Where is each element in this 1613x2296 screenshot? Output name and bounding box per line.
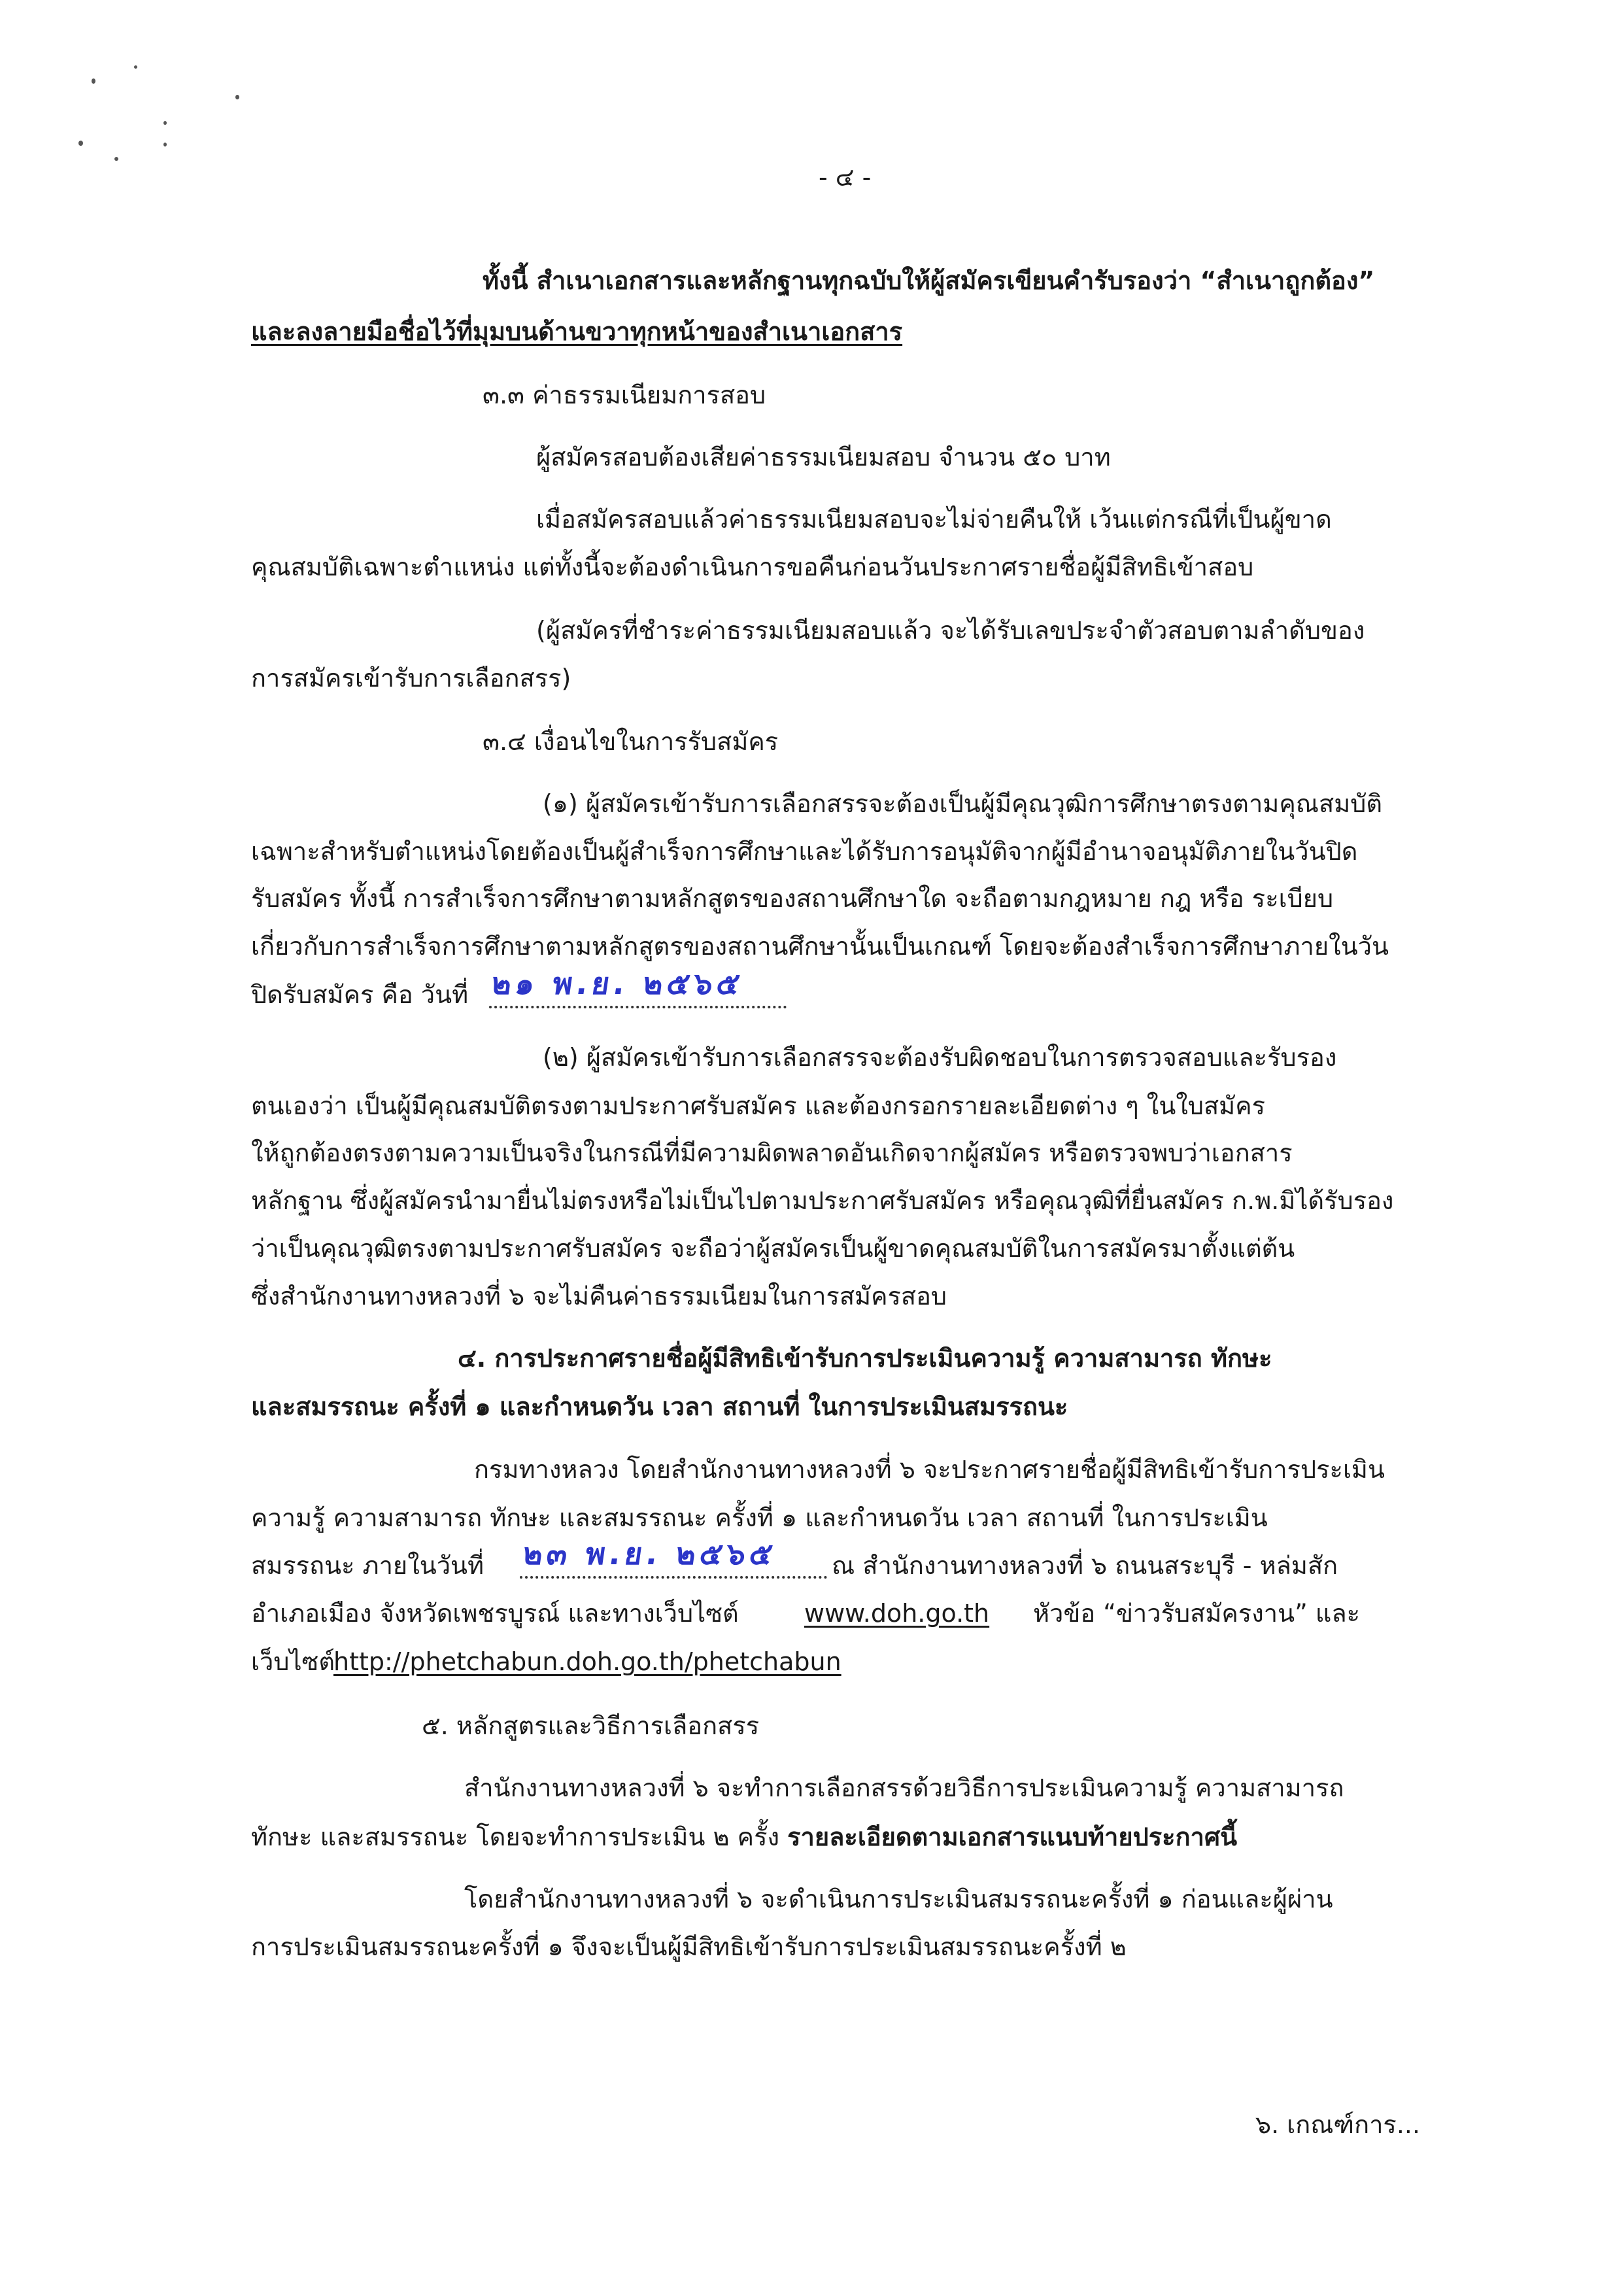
scan-speck [134,65,137,69]
selection-line-2 [251,1825,1237,1849]
scan-speck [92,78,95,84]
condition-2-line-1: (๒) ผู้สมัครเข้ารับการเลือกสรรจะต้องรับผิดชอบในการตรวจสอบและรับรอง [543,1043,1337,1072]
condition-1-line-2: เฉพาะสำหรับตำแหน่งโดยต้องเป็นผู้สำเร็จการศึกษาและได้รับการอนุมัติจากผู้มีอำนาจอนุมัติภายในวันปิด [251,837,1358,866]
announcement-line-4-pre: อำเภอเมือง จังหวัดเพชรบูรณ์ และทางเว็บไซต์ [251,1599,739,1628]
fee-line-4: (ผู้สมัครที่ชำระค่าธรรมเนียมสอบแล้ว จะได้รับเลขประจำตัวสอบตามลำดับของ [536,616,1365,645]
announcement-line-1: กรมทางหลวง โดยสำนักงานทางหลวงที่ ๖ จะประกาศรายชื่อผู้มีสิทธิเข้ารับการประเมิน [474,1455,1385,1484]
scan-speck [114,157,118,161]
condition-2-line-2: ตนเองว่า เป็นผู้มีคุณสมบัติตรงตามประกาศรับสมัคร และต้องกรอกรายละเอียดต่าง ๆ ในใบสมัคร [251,1091,1266,1120]
condition-1-line-3: รับสมัคร ทั้งนี้ การสำเร็จการศึกษาตามหลักสูตรของสถานศึกษาใด จะถือตามกฎหมาย กฎ หรือ ระเบียบ [251,884,1334,913]
scan-speck [78,141,83,146]
fee-line-1: ผู้สมัครสอบต้องเสียค่าธรรมเนียมสอบ จำนวน ๕๐ บาท [536,443,1111,471]
doh-website-link[interactable]: www.doh.go.th [804,1599,990,1628]
competency-line-2: การประเมินสมรรถนะครั้งที่ ๑ จึงจะเป็นผู้มีสิทธิเข้ารับการประเมินสมรรถนะครั้งที่ ๒ [251,1932,1127,1961]
competency-line-1: โดยสำนักงานทางหลวงที่ ๖ จะดำเนินการประเมินสมรรถนะครั้งที่ ๑ ก่อนและผู้ผ่าน [464,1885,1333,1913]
selection-line-2-text: ทักษะ และสมรรถนะ โดยจะทำการประเมิน ๒ ครั้ง [251,1823,788,1851]
section-4-heading-line-1: ๔. การประกาศรายชื่อผู้มีสิทธิเข้ารับการประเมินความรู้ ความสามารถ ทักษะ [458,1344,1272,1373]
announcement-line-3-post: ณ สำนักงานทางหลวงที่ ๖ ถนนสระบุรี - หล่มสัก [832,1551,1338,1580]
fee-line-3: คุณสมบัติเฉพาะตำแหน่ง แต่ทั้งนี้จะต้องดำเนินการขอคืนก่อนวันประกาศรายชื่อผู้มีสิทธิเข้าสอบ [251,553,1254,581]
condition-2-line-3: ให้ถูกต้องตรงตามความเป็นจริงในกรณีที่มีความผิดพลาดอันเกิดจากผู้สมัคร หรือตรวจพบว่าเอกสาร [251,1139,1293,1167]
condition-1-line-4: เกี่ยวกับการสำเร็จการศึกษาตามหลักสูตรของสถานศึกษานั้นเป็นเกณฑ์ โดยจะต้องสำเร็จการศึกษาภายในวัน [251,932,1389,961]
copy-certification-line-2: และลงลายมือชื่อไว้ที่มุมบนด้านขวาทุกหน้าของสำเนาเอกสาร [251,317,903,346]
copy-certification-line-1: ทั้งนี้ สำเนาเอกสารและหลักฐานทุกฉบับให้ผู้สมัครเขียนคำรับรองว่า “สำเนาถูกต้อง” [483,266,1375,295]
section-5-heading: ๕. หลักสูตรและวิธีการเลือกสรร [422,1711,760,1740]
section-4-heading-line-2: และสมรรถนะ ครั้งที่ ๑ และกำหนดวัน เวลา สถานที่ ในการประเมินสมรรถนะ [251,1392,1068,1421]
handwritten-date-announce: ๒๓ พ.ย. ๒๕๖๕ [520,1536,779,1571]
condition-2-line-5: ว่าเป็นคุณวุฒิตรงตามประกาศรับสมัคร จะถือว่าผู้สมัครเป็นผู้ขาดคุณสมบัติในการสมัครมาตั้งแต่ต้น [251,1234,1295,1263]
condition-2-line-6: ซึ่งสำนักงานทางหลวงที่ ๖ จะไม่คืนค่าธรรมเนียมในการสมัครสอบ [251,1282,947,1311]
announcement-line-5-pre: เว็บไซต์ [251,1647,335,1676]
fee-line-5: การสมัครเข้ารับการเลือกสรร) [251,664,571,693]
next-page-continuation: ๖. เกณฑ์การ... [1255,2110,1421,2139]
attachment-reference: รายละเอียดตามเอกสารแนบท้ายประกาศนี้ [787,1823,1238,1851]
section-3-4-heading: ๓.๔ เงื่อนไขในการรับสมัคร [483,727,779,756]
scan-speck [163,143,167,146]
announcement-line-2: ความรู้ ความสามารถ ทักษะ และสมรรถนะ ครั้งที่ ๑ และกำหนดวัน เวลา สถานที่ ในการประเมิน [251,1503,1268,1532]
page-number: - ๔ - [819,163,872,192]
phetchabun-website-link[interactable]: http://phetchabun.doh.go.th/phetchabun [333,1647,841,1676]
selection-line-1: สำนักงานทางหลวงที่ ๖ จะทำการเลือกสรรด้วยวิธีการประเมินความรู้ ความสามารถ [464,1773,1344,1802]
fee-line-2: เมื่อสมัครสอบแล้วค่าธรรมเนียมสอบจะไม่จ่ายคืนให้ เว้นแต่กรณีที่เป็นผู้ขาด [536,505,1332,534]
section-3-3-heading: ๓.๓ ค่าธรรมเนียมการสอบ [483,381,766,409]
scan-speck [235,95,239,99]
announcement-line-4-post: หัวข้อ “ข่าวรับสมัครงาน” และ [1033,1599,1361,1628]
announcement-line-3-pre: สมรรถนะ ภายในวันที่ [251,1551,484,1580]
handwritten-date-close: ๒๑ พ.ย. ๒๕๖๕ [489,966,746,1001]
condition-1-line-5: ปิดรับสมัคร คือ วันที่ [251,980,469,1009]
condition-1-line-1: (๑) ผู้สมัครเข้ารับการเลือกสรรจะต้องเป็นผู้มีคุณวุฒิการศึกษาตรงตามคุณสมบัติ [543,789,1383,818]
condition-2-line-4: หลักฐาน ซึ่งผู้สมัครนำมายื่นไม่ตรงหรือไม่เป็นไปตามประกาศรับสมัคร หรือคุณวุฒิที่ยื่นสมัคร ก.พ.มิได้รับรอง [251,1186,1394,1215]
scan-speck [163,121,167,125]
